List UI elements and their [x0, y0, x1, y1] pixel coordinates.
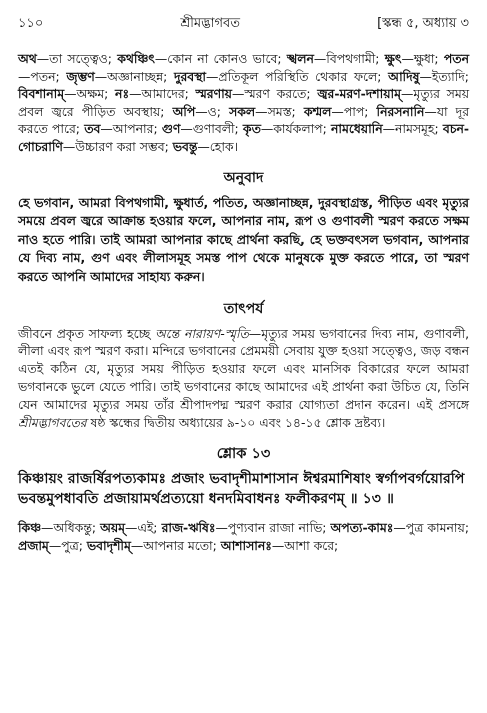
- gloss-word: কথঞ্চিৎ: [117, 51, 155, 66]
- gloss-meaning: —ইত্যাদি;: [419, 68, 469, 84]
- gloss-meaning: —স্মরণ করতে;: [231, 86, 318, 102]
- gloss-word: স্খলন: [286, 51, 314, 66]
- page-number: ১১০: [18, 16, 44, 31]
- gloss-word: বচন-গোচরাণি: [18, 121, 469, 154]
- gloss-meaning: —অজ্ঞানাচ্ছন্ন;: [94, 68, 174, 84]
- gloss-word: অথ: [18, 51, 37, 66]
- gloss-word: আদিষু: [388, 68, 420, 84]
- gloss-word: ভবন্তু: [172, 138, 198, 154]
- gloss-word: কৃত: [242, 121, 261, 137]
- gloss-word: জৃম্ভণ: [66, 68, 95, 84]
- purport-italic-reference: শ্রীমদ্ভাগবতের: [18, 414, 87, 430]
- gloss-word: কশ্মল: [303, 103, 332, 119]
- gloss-meaning: —অক্ষম;: [64, 86, 116, 102]
- gloss-word: ক্ষুৎ: [384, 51, 402, 66]
- gloss-word: আশাসানঃ: [220, 537, 272, 553]
- gloss-meaning: —কার্যকলাপ;: [260, 121, 331, 137]
- gloss-meaning: —ক্ষুধা;: [401, 51, 444, 66]
- gloss-meaning: —গুণাবলী;: [180, 121, 243, 137]
- gloss-meaning: —ও;: [195, 103, 230, 119]
- gloss-word: প্রজাম্: [18, 537, 49, 553]
- gloss-meaning: —মৃত্যুর সময় প্রবল জ্বরে পীড়িত অবস্থায়;: [18, 86, 470, 119]
- gloss-word: নামধেয়ানি: [330, 121, 383, 137]
- gloss-word: নিরসনানি: [376, 103, 425, 119]
- gloss-word: পতন: [443, 51, 469, 66]
- gloss-meaning: —এই;: [125, 520, 162, 536]
- gloss-word: অয়ম্: [100, 520, 126, 536]
- gloss-meaning: —পাপ;: [331, 103, 377, 119]
- gloss-meaning: —পতন;: [18, 68, 67, 84]
- gloss-meaning: —বিপথগামী;: [313, 51, 385, 66]
- gloss-meaning: —কোন না কোনও ভাবে;: [154, 51, 287, 66]
- translation-text: হে ভগবান, আমরা বিপথগামী, ক্ষুধার্ত, পতিত, অজ্ঞানাচ্ছন্ন, দুরবস্থাগ্রস্ত, পীড়িত এবং মৃত্যুর সময়ে প্রবল জ্বরে আক্রান্ত হওয়ার ফলে, আপনার নাম, রূপ ও গুণাবলী স্মরণ করতে সক্ষম নাও হতে পারি। তাই আমরা আপনার কাছে প্রার্থনা করছি, হে ভক্তবৎসল ভগবান, আপনার যে দিব্য নাম, গুণ এবং লীলাসমূহ সমস্ত পাপ থেকে মানুষকে মুক্ত করতে পারে, তা স্মরণ করতে আপনি আমাদের সাহায্য করুন।: [18, 194, 469, 284]
- translation-heading: অনুবাদ: [223, 169, 264, 186]
- gloss-word: স্মরণায়: [195, 86, 232, 102]
- purport-heading: তাৎপর্য: [223, 300, 264, 317]
- purport-text-part: জীবনে প্রকৃত সাফল্য হচ্ছে: [18, 325, 156, 341]
- gloss-word: কিঞ্চ: [18, 520, 42, 536]
- gloss-word: রাজ-ঋষিঃ: [161, 520, 216, 536]
- word-meanings-section: [18, 50, 469, 156]
- page-header: [18, 14, 469, 36]
- purport-text: [18, 325, 469, 432]
- gloss-word: বিবশানাম্: [18, 86, 65, 102]
- purport-italic-phrase: অন্তে নারায়ণ-স্মৃতি: [155, 325, 249, 341]
- shloka-verse: কিঞ্চায়ং রাজর্ষিরপত্যকামঃ প্রজাং ভবাদৃশীমাশাসান ঈশ্বরমাশিষাং স্বর্গাপবর্গয়োরপি ভবন্তমুপধাবতি প্রজায়ামর্থপ্রত্যয়ো ধনদমিবাধনঃ ফলীকরণম্ ॥ ১৩ ॥: [18, 471, 465, 508]
- gloss-word: অপি: [172, 103, 196, 119]
- gloss-meaning: —উচ্চারণ করা সম্ভব;: [62, 138, 173, 154]
- gloss-meaning: —নামসমূহ;: [382, 121, 443, 137]
- gloss-word: দুরবস্থা: [173, 68, 207, 84]
- gloss-meaning: —তা সত্ত্বেও;: [36, 51, 118, 66]
- gloss-word: ভবাদৃশীম্: [86, 537, 131, 553]
- gloss-meaning: —হোক।: [197, 138, 239, 154]
- gloss-meaning: —আপনার;: [100, 121, 162, 137]
- word-meanings-section-2: [18, 519, 469, 554]
- gloss-word: জ্বর-মরণ-দশায়াম্: [317, 86, 401, 102]
- gloss-meaning: —পুত্র কামনায়;: [393, 520, 469, 536]
- purport-text-part: ষষ্ঠ স্কন্ধের দ্বিতীয় অধ্যায়ের ৯-১০ এবং ১৪-১৫ শ্লোক দ্রষ্টব্য।: [86, 414, 386, 430]
- gloss-word: সকল: [229, 103, 256, 119]
- gloss-word: তব: [84, 121, 101, 137]
- purport-text-part: —মৃত্যুর সময় ভগবানের দিব্য নাম, গুণাবলী, লীলা এবং রূপ স্মরণ করা। মন্দিরে ভগবানের প্রেমময়ী সেবায় যুক্ত হওয়া সত্ত্বেও, জড় বন্ধন এতই কঠিন যে, মৃত্যুর সময় পীড়িত হওয়ার ফলে এবং মানসিক বিকারের ফলে আমরা ভগবানকে ভুলে যেতে পারি। তাই ভগবানের কাছে আমাদের এই প্রার্থনা করা উচিত যে, তিনি যেন আমাদের মৃত্যুর সময় তাঁর শ্রীপাদপদ্ম স্মরণ করার যোগ্যতা প্রদান করেন। এই প্রসঙ্গে: [18, 325, 470, 412]
- gloss-meaning: —যা দূর করতে পারে;: [18, 103, 470, 137]
- gloss-meaning: —প্রতিকূল পরিস্থিতি থেকার ফলে;: [206, 68, 389, 84]
- gloss-meaning: —আশা করে;: [271, 537, 339, 553]
- book-title: শ্রীমদ্ভাগবত: [180, 16, 240, 31]
- gloss-meaning: —পুণ্যবান রাজা নাভি;: [215, 520, 331, 536]
- gloss-meaning: —সমস্ত;: [255, 103, 304, 119]
- gloss-meaning: —অধিকন্তু;: [41, 520, 101, 536]
- gloss-word: গুণ: [161, 121, 181, 137]
- gloss-meaning: —আপনার মতো;: [130, 537, 221, 553]
- gloss-meaning: —আমাদের;: [129, 86, 196, 102]
- gloss-word: নঃ: [115, 86, 130, 102]
- gloss-meaning: —পুত্র;: [48, 537, 87, 553]
- gloss-word: অপত্য-কামঃ: [330, 520, 394, 536]
- chapter-reference: [স্কন্ধ ৫, অধ্যায় ৩: [377, 16, 469, 31]
- shloka-heading: শ্লোক ১৩: [216, 446, 271, 463]
